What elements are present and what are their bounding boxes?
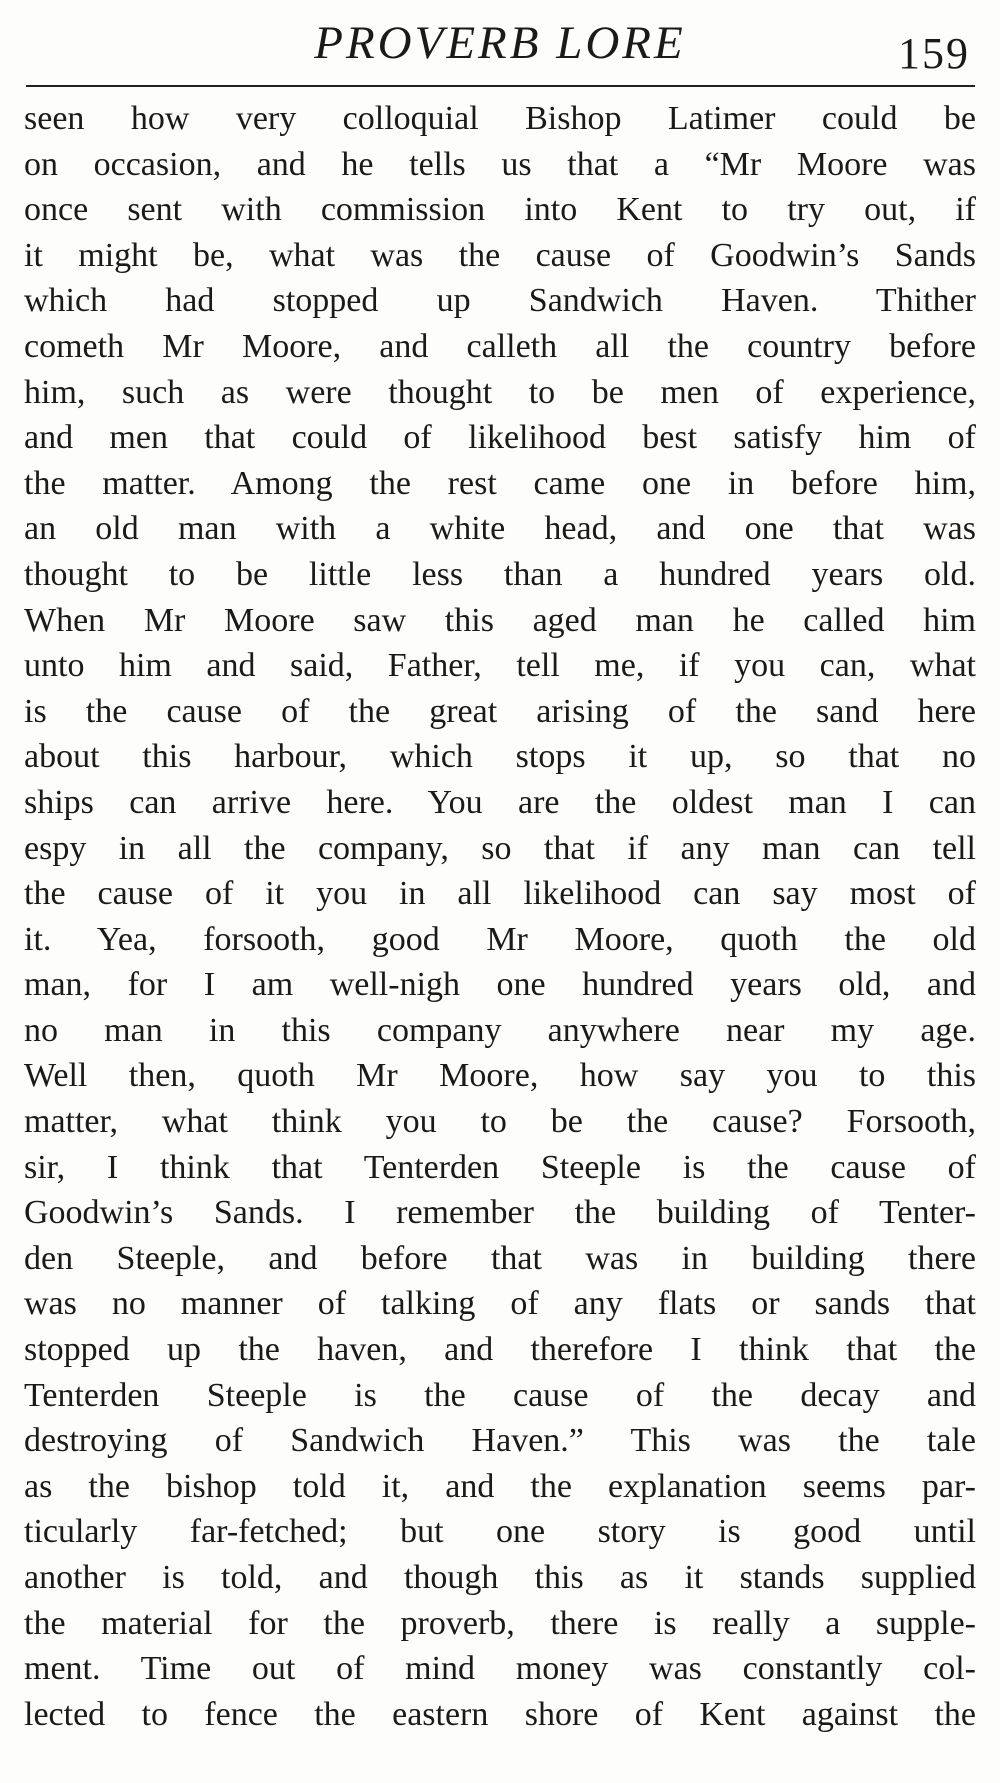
text-line: destroying of Sandwich Haven.” This was the tale — [24, 1422, 976, 1460]
text-line: espy in all the company, so that if any man can tell — [24, 829, 976, 867]
running-title: PROVERB LORE — [314, 17, 686, 69]
page-number: 159 — [898, 29, 970, 78]
text-line: When Mr Moore saw this aged man he called him — [24, 601, 976, 639]
text-line: the cause of it you in all likelihood can say most of — [24, 875, 976, 913]
text-line: on occasion, and he tells us that a “Mr Moore was — [24, 145, 976, 183]
text-line: about this harbour, which stops it up, so that no — [24, 738, 976, 776]
text-line: the matter. Among the rest came one in before him, — [24, 464, 976, 502]
text-line: ships can arrive here. You are the oldest man I can — [24, 783, 976, 821]
text-line: ticularly far-fetched; but one story is good until — [24, 1513, 976, 1551]
text-line: Well then, quoth Mr Moore, how say you to this — [24, 1057, 976, 1095]
text-line: it might be, what was the cause of Goodwin’s Sands — [24, 236, 976, 274]
text-line: the material for the proverb, there is really a supple- — [24, 1604, 976, 1642]
text-line: is the cause of the great arising of the sand here — [24, 692, 976, 730]
text-line: as the bishop told it, and the explanation seems par- — [24, 1467, 976, 1505]
text-line: it. Yea, forsooth, good Mr Moore, quoth the old — [24, 920, 976, 958]
text-line: sir, I think that Tenterden Steeple is the cause of — [24, 1148, 976, 1186]
running-head — [26, 14, 974, 78]
body-text — [24, 96, 976, 1737]
text-line: seen how very colloquial Bishop Latimer could be — [24, 100, 976, 137]
text-line: lected to fence the eastern shore of Kent against the — [24, 1695, 976, 1733]
text-line: matter, what think you to be the cause? Forsooth, — [24, 1103, 976, 1141]
text-line: was no manner of talking of any flats or sands that — [24, 1285, 976, 1323]
text-line: and men that could of likelihood best satisfy him of — [24, 419, 976, 457]
text-line: ment. Time out of mind money was constantly col- — [24, 1650, 976, 1688]
text-line: cometh Mr Moore, and calleth all the country before — [24, 327, 976, 365]
text-line: Tenterden Steeple is the cause of the decay and — [24, 1376, 976, 1414]
text-line: Goodwin’s Sands. I remember the building of Tenter- — [24, 1194, 976, 1232]
text-line: once sent with commission into Kent to try out, if — [24, 191, 976, 229]
text-line: stopped up the haven, and therefore I think that the — [24, 1331, 976, 1369]
text-line: him, such as were thought to be men of experience, — [24, 373, 976, 411]
header-rule — [26, 85, 975, 87]
text-line: an old man with a white head, and one that was — [24, 510, 976, 548]
text-line: man, for I am well-nigh one hundred years old, and — [24, 966, 976, 1004]
text-line: den Steeple, and before that was in building there — [24, 1239, 976, 1277]
text-line: unto him and said, Father, tell me, if you can, what — [24, 647, 976, 685]
text-line: thought to be little less than a hundred years old. — [24, 555, 976, 593]
text-line: which had stopped up Sandwich Haven. Thither — [24, 282, 976, 320]
text-line: another is told, and though this as it stands supplied — [24, 1559, 976, 1596]
text-line: no man in this company anywhere near my age. — [24, 1011, 976, 1049]
